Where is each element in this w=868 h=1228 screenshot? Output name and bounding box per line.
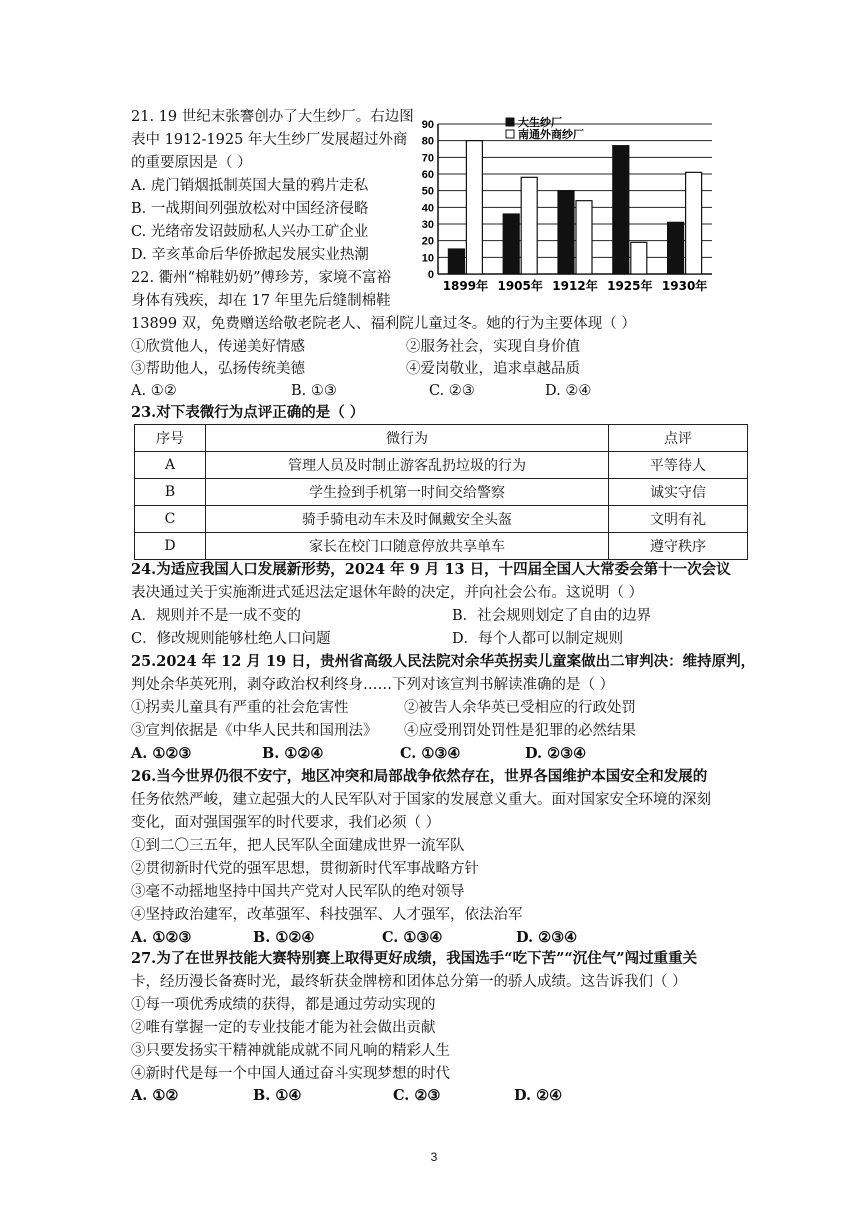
x-tick-label: 1930年 [661,279,708,293]
table-row [135,452,748,479]
bar [448,249,464,274]
legend-label: 南通外商纱厂 [518,128,584,141]
table-row [135,533,748,560]
q22-item-2: ②服务社会，实现自身价值 [406,339,580,355]
q24-stem-line: 24.为适应我国人口发展新形势，2024 年 9 月 13 日，十四届全国人大常委会第十一次会议 [131,561,731,578]
q22-item-1: ①欣赏他人，传递美好情感 [131,339,305,355]
q25-stem-line: 判处余华英死刑，剥夺政治权利终身……下列对该宣判书解读准确的是（ ） [131,677,615,693]
q21-stem-line: 的重要原因是（ ） [131,155,252,171]
bar [686,172,702,274]
q22-stem-line: 身体有残疾，却在 17 年里先后缝制棉鞋 [131,293,391,309]
q26-option-b: B. ①②④ [253,929,315,946]
q22-item-3: ③帮助他人，弘扬传统美德 [131,361,305,377]
q27-option-b: B. ①④ [253,1087,302,1104]
y-tick-label: 60 [421,169,434,181]
q25-option-b: B. ①②④ [262,745,324,762]
bar-chart [416,112,716,297]
q26-item-1: ①到二〇三五年，把人民军队全面建成世界一流军队 [131,838,465,854]
header-number: 序号 [135,425,206,452]
q24-stem-line: 表决通过关于实施渐进式延迟法定退休年龄的决定，并向社会公布。这说明（ ） [131,585,644,601]
bar [521,177,537,274]
q25-item-2: ②被告人余华英已受相应的行政处罚 [404,700,636,716]
q27-option-a: A. ①② [131,1087,179,1104]
q27-item-3: ③只要发扬实干精神就能成就不同凡响的精彩人生 [131,1043,450,1059]
y-tick-label: 90 [421,119,434,131]
q26-stem-line: 变化，面对强国强军的时代要求，我们必须（ ） [131,815,441,831]
y-tick-label: 30 [421,219,434,231]
q23-stem: 23.对下表微行为点评正确的是（ ） [131,404,365,421]
y-tick-label: 20 [421,235,434,248]
row-behavior: 学生捡到手机第一时间交给警察 [206,479,609,506]
q22-stem-line: 13899 双，免费赠送给敬老院老人、福利院儿童过冬。她的行为主要体现（ ） [131,316,636,332]
row-label: A [135,452,206,479]
q21-option-d: D. 辛亥革命后华侨掀起发展实业热潮 [131,247,369,263]
row-behavior: 家长在校门口随意停放共享单车 [206,533,609,560]
bar [466,141,482,274]
x-tick-label: 1925年 [607,279,653,293]
row-comment: 平等待人 [609,452,748,479]
q27-option-d: D. ②④ [514,1087,563,1104]
q26-option-a: A. ①②③ [131,929,192,946]
table-row [135,479,748,506]
row-label: B [135,479,206,506]
row-behavior: 管理人员及时制止游客乱扔垃圾的行为 [206,452,609,479]
q27-option-c: C. ②③ [393,1087,441,1104]
row-label: D [135,533,206,560]
q22-option-a: A. ①② [131,383,177,399]
legend-label: 大生纱厂 [518,116,562,129]
y-tick-label: 70 [421,152,434,165]
q22-option-d: D. ②④ [545,383,592,399]
q22-stem-line: 22. 衢州“棉鞋奶奶”傅珍芳，家境不富裕 [131,270,391,286]
q26-item-2: ②贯彻新时代党的强军思想，贯彻新时代军事战略方针 [131,861,479,877]
q26-stem-line: 任务依然严峻，建立起强大的人民军队对于国家的发展意义重大。面对国家安全环境的深刻 [131,792,711,808]
q27-stem-line: 27.为了在世界技能大赛特别赛上取得更好成绩，我国选手“吃下苦”“沉住气”闯过重重关 [131,950,698,967]
y-tick-label: 80 [421,135,434,148]
y-tick-label: 40 [421,202,434,215]
bar [558,191,574,274]
q24-option-b: B．社会规则划定了自由的边界 [452,608,652,624]
row-comment: 诚实守信 [609,479,748,506]
q26-stem-line: 26.当今世界仍很不安宁，地区冲突和局部战争依然存在，世界各国维护本国安全和发展的 [131,768,708,785]
bar [576,201,592,274]
q22-item-4: ④爱岗敬业，追求卓越品质 [406,361,580,377]
y-tick-label: 10 [421,252,434,265]
q25-option-a: A. ①②③ [131,745,192,762]
q27-item-2: ②唯有掌握一定的专业技能才能为社会做出贡献 [131,1020,436,1036]
bar [503,214,519,274]
y-tick-label: 0 [427,269,434,281]
q26-item-4: ④坚持政治建军，改革强军、科技强军、人才强军，依法治军 [131,907,523,923]
q25-item-3: ③宣判依据是《中华人民共和国刑法》 [131,723,378,739]
bar [631,242,647,274]
x-tick-label: 1905年 [497,279,543,293]
q27-item-4: ④新时代是每一个中国人通过奋斗实现梦想的时代 [131,1066,450,1082]
q21-option-a: A. 虎门销烟抵制英国大量的鸦片走私 [131,178,369,194]
q21-stem-line: 21. 19 世纪末张謇创办了大生纱厂。右边图 [131,109,414,125]
q25-item-1: ①拐卖儿童具有严重的社会危害性 [131,700,349,716]
q21-option-b: B. 一战期间列强放松对中国经济侵略 [131,201,369,217]
page-number: 3 [430,1150,438,1164]
row-comment: 文明有礼 [609,506,748,533]
header-behavior: 微行为 [206,425,609,452]
evaluation-table [134,424,748,560]
q26-option-c: C. ①③④ [382,929,443,946]
q26-option-d: D. ②③④ [516,929,578,946]
q22-option-c: C. ②③ [429,383,475,399]
bar [668,222,684,274]
q27-item-1: ①每一项优秀成绩的获得，都是通过劳动实现的 [131,997,436,1013]
q22-option-b: B. ①③ [291,383,337,399]
table-row [135,506,748,533]
q25-item-4: ④应受刑罚处罚性是犯罪的必然结果 [404,723,636,739]
legend-swatch [506,118,514,126]
table-header-row [135,425,748,452]
y-tick-label: 50 [421,185,434,198]
q21-stem-line: 表中 1912-1925 年大生纱厂发展超过外商 [131,132,408,148]
q25-option-c: C. ①③④ [400,745,461,762]
q25-stem-line: 25.2024 年 12 月 19 日，贵州省高级人民法院对余华英拐卖儿童案做出二审判决：维持原判， [131,653,756,670]
q24-option-a: A．规则并不是一成不变的 [131,608,301,624]
row-behavior: 骑手骑电动车未及时佩戴安全头盔 [206,506,609,533]
q21-option-c: C. 光绪帝发诏鼓励私人兴办工矿企业 [131,224,369,240]
row-comment: 遵守秩序 [609,533,748,560]
q24-option-c: C．修改规则能够杜绝人口问题 [131,631,331,647]
header-comment: 点评 [609,425,748,452]
x-tick-label: 1912年 [552,279,598,293]
q25-option-d: D. ②③④ [525,745,587,762]
q24-option-d: D．每个人都可以制定规则 [452,631,624,647]
x-tick-label: 1899年 [442,279,489,293]
q26-item-3: ③毫不动摇地坚持中国共产党对人民军队的绝对领导 [131,884,465,900]
legend-swatch [506,130,514,138]
row-label: C [135,506,206,533]
q27-stem-line: 卡，经历漫长备赛时光，最终斩获金牌榜和团体总分第一的骄人成绩。这告诉我们（ ） [131,974,687,990]
bar [613,146,629,274]
